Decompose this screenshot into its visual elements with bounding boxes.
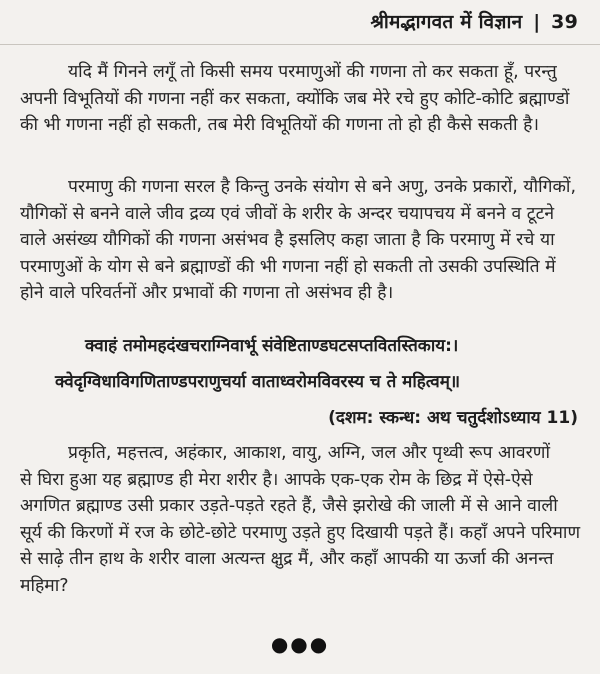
paragraph-line: से साढ़े तीन हाथ के शरीर वाला अत्यन्त क्षुद्र मैं, और कहाँ आपकी या ऊर्जा की अनन्त — [20, 549, 554, 569]
verse-citation: (दशम: स्कन्ध: अथ चतुर्दशोऽध्याय 11) — [328, 408, 578, 428]
running-header — [370, 8, 578, 34]
book-title: श्रीमद्भागवत में विज्ञान — [370, 11, 523, 33]
paragraph-line: वाले असंख्य यौगिकों की गणना असंभव है इसलिए कहा जाता है कि परमाणु में रचे या — [20, 230, 555, 250]
paragraph-line: यदि मैं गिनने लगूँ तो किसी समय परमाणुओं की गणना तो कर सकता हूँ, परन्तु — [68, 62, 557, 82]
paragraph-line: अपनी विभूतियों की गणना नहीं कर सकता, क्योंकि जब मेरे रचे हुए कोटि-कोटि ब्रह्माण्डों — [20, 88, 570, 109]
end-ornament: ●●● — [270, 632, 330, 656]
paragraph-line: परमाणुओं के योग से बने ब्रह्माण्डों की भी गणना नहीं हो सकती तो उसकी उपस्थिति में — [20, 256, 556, 277]
page-number: 39 — [551, 11, 578, 33]
paragraph-3 — [20, 440, 580, 599]
sanskrit-verse-line-1: क्वाहं तमोमहदंखचराग्निवार्भू संवेष्टिताण्डघटसप्तवितस्तिकाय:। — [85, 336, 459, 356]
paragraph-line: से घिरा हुआ यह ब्रह्माण्ड ही मेरा शरीर है। आपके एक-एक रोम के छिद्र में ऐसे-ऐसे — [20, 469, 533, 490]
paragraph-line: महिमा? — [20, 575, 69, 596]
paragraph-line: अगणित ब्रह्माण्ड उसी प्रकार उड़ते-पड़ते रहते हैं, जैसे झरोखे की जाली में से आने वाली — [20, 496, 558, 516]
header-separator: | — [533, 11, 541, 33]
paragraph-line: होने वाले परिवर्तनों और प्रभावों की गणना तो असंभव ही है। — [20, 283, 394, 303]
paragraph-line: यौगिकों से बनने वाले जीव द्रव्य एवं जीवों के शरीर के अन्दर चयापचय में बनने व टूटने — [20, 203, 555, 224]
paragraph-2 — [20, 174, 580, 307]
paragraph-line: की भी गणना नहीं हो सकती, तब मेरी विभूतियों की गणना तो हो ही कैसे सकती है। — [20, 115, 539, 135]
paragraph-line: परमाणु की गणना सरल है किन्तु उनके संयोग से बने अणु, उनके प्रकारों, यौगिकों, — [68, 177, 577, 197]
paragraph-1 — [20, 59, 580, 139]
sanskrit-verse-line-2: क्वेदृग्विधाविगणिताण्डपराणुचर्या वाताध्वरोमविवरस्य च ते महित्वम्॥ — [55, 372, 461, 392]
header-divider — [0, 44, 600, 45]
paragraph-line: सूर्य की किरणों में रज के छोटे-छोटे परमाणु उड़ते हुए दिखायी पड़ते हैं। कहाँ अपने परिमाण — [20, 522, 581, 543]
paragraph-line: प्रकृति, महत्तत्व, अहंकार, आकाश, वायु, अग्नि, जल और पृथ्वी रूप आवरणों — [68, 443, 550, 463]
